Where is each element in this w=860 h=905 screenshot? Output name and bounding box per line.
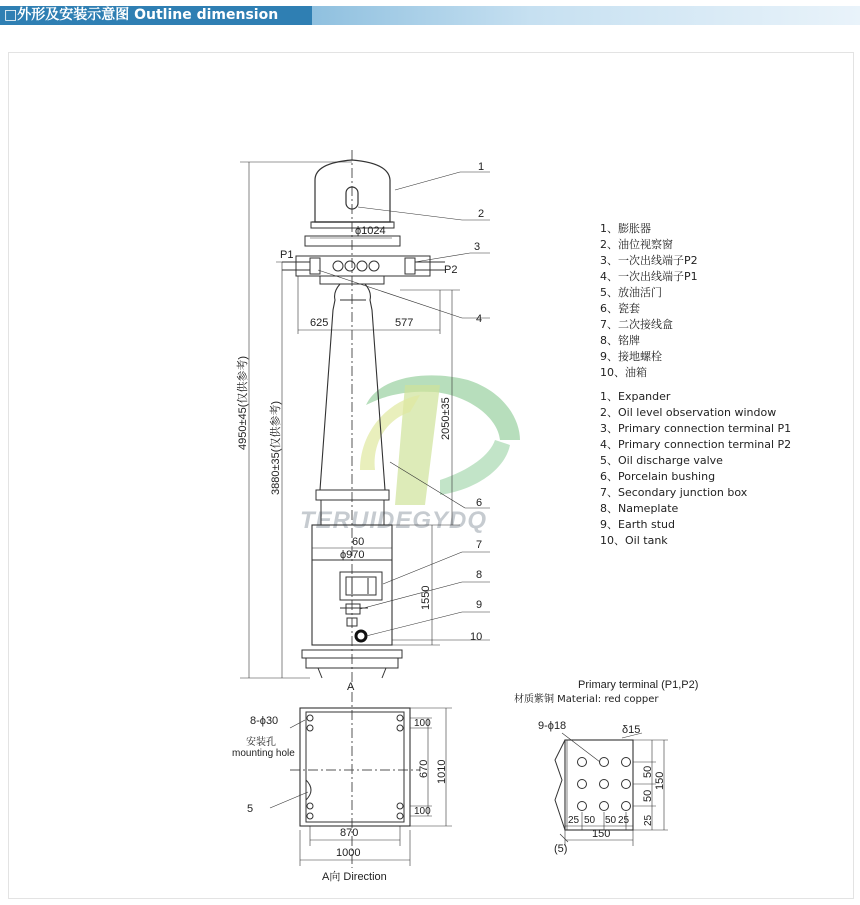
terminal-hole — [622, 780, 631, 789]
callout-leader-7 — [383, 552, 462, 584]
mounting-hole — [397, 803, 403, 809]
terminal-circle — [369, 261, 379, 271]
terminal-hole — [622, 758, 631, 767]
hole-cn: 安装孔 — [246, 737, 276, 748]
dim-50-a: 50 — [642, 765, 654, 778]
dim-total-height: 4950±45(仅供参考) — [237, 355, 249, 450]
callout-7: 7 — [476, 539, 483, 551]
base-view-caption: A向 Direction — [322, 871, 387, 883]
dim-25-b: 25 — [568, 815, 580, 826]
terminal-hole-label: 9-ϕ18 — [538, 720, 567, 732]
mounting-hole — [397, 725, 403, 731]
terminal-title: Primary terminal (P1,P2) — [578, 679, 699, 691]
callout-3: 3 — [474, 241, 481, 253]
terminal-bar — [296, 256, 430, 276]
dim-100-top: 100 — [414, 718, 431, 729]
mounting-hole — [307, 715, 313, 721]
terminal-view — [514, 679, 698, 855]
terminal-hole — [578, 758, 587, 767]
callout-5-leader — [270, 792, 308, 808]
dim-625: 625 — [310, 317, 329, 329]
legend-en-item: 5、Oil discharge valve — [600, 454, 723, 467]
legend-en-item: 3、Primary connection terminal P1 — [600, 422, 792, 435]
base-foot — [382, 668, 386, 678]
legend-en-item: 9、Earth stud — [600, 518, 675, 531]
terminal-hole — [600, 780, 609, 789]
earth-stud — [356, 631, 366, 641]
base-plate-inner — [306, 712, 404, 822]
legend-en-item: 10、Oil tank — [600, 534, 668, 547]
dim-150-h: 150 — [592, 828, 611, 840]
dim-50-h1: 50 — [584, 815, 596, 826]
callout-6: 6 — [476, 497, 483, 509]
legend-en-item: 1、Expander — [600, 390, 671, 403]
hole-en: mounting hole — [232, 748, 295, 759]
callout-2: 2 — [478, 208, 485, 220]
callout-leader-2 — [358, 207, 462, 220]
dim-50-b: 50 — [642, 789, 654, 802]
dim-mid-height: 3880±35(仅供参考) — [270, 400, 282, 495]
callout-leader-4 — [318, 270, 462, 318]
callout-10: 10 — [470, 631, 483, 643]
valve-outline — [306, 780, 311, 800]
legend-cn-item: 5、放油活门 — [600, 286, 662, 299]
callout-5: 5 — [247, 803, 254, 815]
dim-tank-height: 1550 — [420, 585, 432, 610]
dim-870: 870 — [340, 827, 359, 839]
callout-8: 8 — [476, 569, 483, 581]
dim-diameter-top: ϕ1024 — [355, 225, 386, 237]
dim-60: 60 — [352, 536, 365, 548]
mounting-hole — [397, 813, 403, 819]
legend-cn-item: 9、接地螺栓 — [600, 350, 662, 363]
legend-cn-item: 10、油箱 — [600, 366, 647, 379]
terminal-break-line — [555, 740, 565, 830]
terminal-circle — [345, 261, 355, 271]
label-p1: P1 — [280, 249, 294, 261]
mounting-hole — [307, 803, 313, 809]
callout-leader-3 — [415, 253, 470, 262]
terminal-thickness: δ15 — [622, 724, 641, 736]
dim-diameter-body: ϕ970 — [340, 549, 365, 561]
legend-en-item: 2、Oil level observation window — [600, 406, 777, 419]
legend — [600, 221, 791, 547]
dim-150-v: 150 — [654, 771, 666, 790]
nameplate — [346, 604, 360, 614]
callout-leader-1 — [395, 172, 460, 190]
terminal-hole — [600, 802, 609, 811]
junction-box-inner — [346, 577, 376, 595]
legend-cn-item: 3、一次出线端子P2 — [600, 254, 698, 267]
dim-577: 577 — [395, 317, 414, 329]
terminal-holes — [578, 758, 631, 811]
label-a: A — [347, 681, 355, 693]
base-view — [232, 692, 452, 883]
dim-bushing-height: 2050±35 — [440, 397, 452, 440]
legend-cn-item: 8、铭牌 — [600, 334, 640, 347]
legend-en-item: 8、Nameplate — [600, 502, 679, 515]
callout-5-leader — [560, 834, 568, 842]
terminal-material: 材质紫铜 Material: red copper — [514, 694, 659, 705]
terminal-p2-block — [405, 258, 415, 274]
hole-label: 8-ϕ30 — [250, 715, 279, 727]
terminal-hole — [600, 758, 609, 767]
terminal-callout-5: (5) — [554, 843, 568, 855]
dim-1010: 1010 — [436, 759, 448, 784]
legend-en-item: 7、Secondary junction box — [600, 486, 748, 499]
front-view — [235, 150, 490, 693]
terminal-hole — [578, 780, 587, 789]
terminal-hole — [622, 802, 631, 811]
watermark-text: TERUIDEGYDQ — [300, 507, 488, 534]
legend-cn-item: 7、二次接线盒 — [600, 318, 673, 331]
dim-50-h2: 50 — [605, 815, 617, 826]
dim-670: 670 — [418, 759, 430, 778]
terminal-p1-block — [310, 258, 320, 274]
callout-1: 1 — [478, 161, 485, 173]
terminal-circle — [333, 261, 343, 271]
mounting-hole — [307, 725, 313, 731]
dim-25-a: 25 — [643, 814, 654, 826]
legend-en-item: 6、Porcelain bushing — [600, 470, 716, 483]
section-title: □外形及安装示意图 Outline dimension — [4, 7, 279, 23]
dim-25-c: 25 — [618, 815, 630, 826]
base-foot — [318, 668, 322, 678]
base-plate — [300, 708, 410, 826]
legend-cn-item: 6、瓷套 — [600, 302, 640, 315]
label-p2: P2 — [444, 264, 458, 276]
terminal-hole — [578, 802, 587, 811]
mounting-hole — [397, 715, 403, 721]
callout-leader-9 — [366, 612, 462, 636]
terminal-circle — [357, 261, 367, 271]
callout-9: 9 — [476, 599, 483, 611]
legend-en-item: 4、Primary connection terminal P2 — [600, 438, 792, 451]
dim-100-bottom: 100 — [414, 806, 431, 817]
legend-cn-item: 2、油位视察窗 — [600, 238, 673, 251]
mounting-holes — [307, 715, 403, 819]
legend-cn-item: 4、一次出线端子P1 — [600, 270, 698, 283]
dim-1000: 1000 — [336, 847, 361, 859]
callout-4: 4 — [476, 313, 483, 325]
mounting-hole — [307, 813, 313, 819]
watermark-logo — [300, 375, 520, 534]
legend-cn-item: 1、膨胀器 — [600, 222, 651, 235]
hole-leader — [290, 720, 305, 728]
